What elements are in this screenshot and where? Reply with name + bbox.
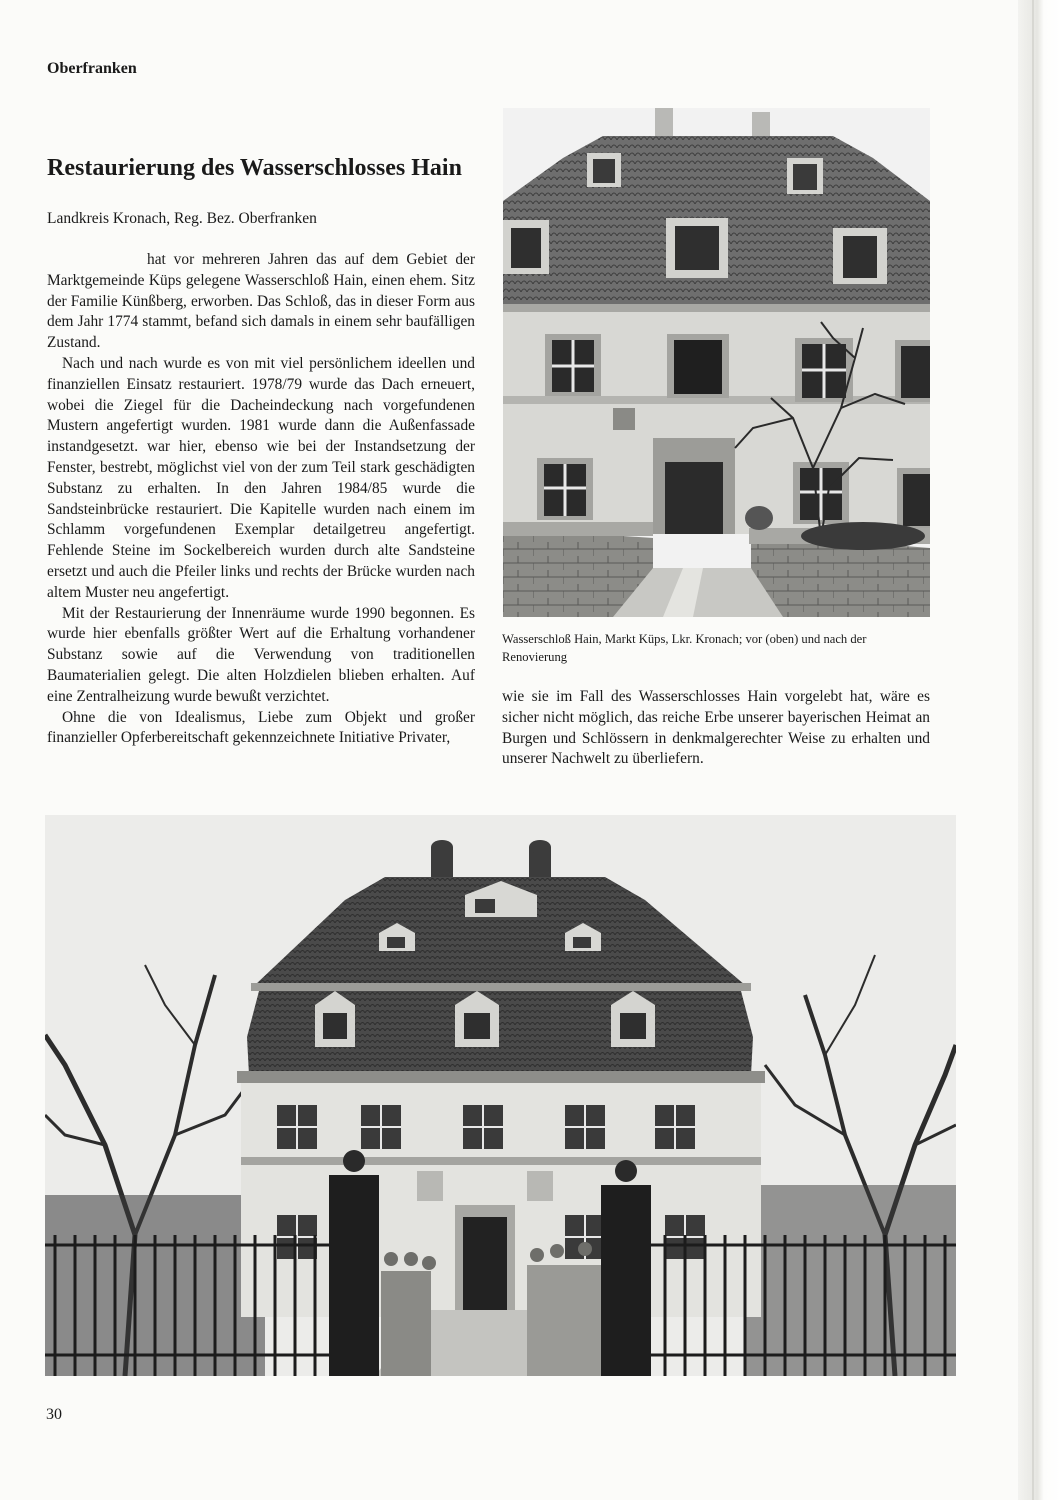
article-body-right xyxy=(502,687,930,770)
photo-castle-before xyxy=(503,108,930,617)
paragraph: wie sie im Fall des Wasserschlosses Hain vorgelebt hat, wäre es sicher nicht möglich, das reiche Erbe unserer bayerischen Heimat an Burgen und Schlössern in denkmalgerechter Weise zu erhalten und unserer Nachwelt zu überliefern. xyxy=(502,688,930,768)
article-title: Restaurierung des Wasserschlosses Hain xyxy=(47,155,462,181)
page-number: 30 xyxy=(46,1406,62,1423)
page-edge xyxy=(1018,0,1061,1500)
photo-caption: Wasserschloß Hain, Markt Küps, Lkr. Kronach; vor (oben) und nach der Renovierung xyxy=(502,632,867,664)
section-header: Oberfranken xyxy=(47,60,137,77)
paragraph: Ohne die von Idealismus, Liebe zum Objekt und großer finanzieller Opferbereitschaft gekennzeichnete Initiative Privater, xyxy=(47,708,475,747)
paragraph: hat vor mehreren Jahren das auf dem Gebiet der Marktgemeinde Küps gelegene Wasserschloß Hain, einen ehem. Sitz der Familie Künßberg, erworben. Das Schloß, das in dieser Form aus dem Jahr 1774 stammt, befand sich damals in einem sehr baufälligen Zustand. xyxy=(47,251,475,352)
paragraph: Mit der Restaurierung der Innenräume wurde 1990 begonnen. Es wurde hier ebenfalls größter Wert auf die Erhaltung vorhandener Substanz sowie auf die Verwendung von traditionellen Baumaterialien gelegt. Die alten Holzdielen blieben erhalten. Auf eine Zentralheizung wurde bewußt verzichtet. xyxy=(47,604,475,705)
photo-castle-after xyxy=(45,815,956,1376)
page-edge-line xyxy=(1032,0,1034,1500)
article-body-left xyxy=(47,250,475,749)
paragraph: Nach und nach wurde es von mit viel persönlichem ideellen und finanziellen Einsatz restauriert. 1978/79 wurde das Dach erneuert, wobei die Ziegel für die Dacheindeckung nach vorgefundenen Mustern angefertigt wurden. 1981 wurde dann die Außenfassade instandgesetzt. war hier, ebenso wie bei der Instandsetzung der Fenster, bestrebt, möglichst viel von der zum Teil stark geschädigten Substanz zu erhalten. In den Jahren 1984/85 wurde die Sandsteinbrücke restauriert. Die Kapitelle wurden nach einem im Schlamm vorgefundenen Exemplar detailgetreu angefertigt. Fehlende Steine im Sockelbereich wurden durch alte Sandsteine ersetzt und auch die Pfeiler links und rechts der Brücke wurden nach altem Muster neu angefertigt. xyxy=(47,354,475,601)
article-subtitle: Landkreis Kronach, Reg. Bez. Oberfranken xyxy=(47,210,317,227)
